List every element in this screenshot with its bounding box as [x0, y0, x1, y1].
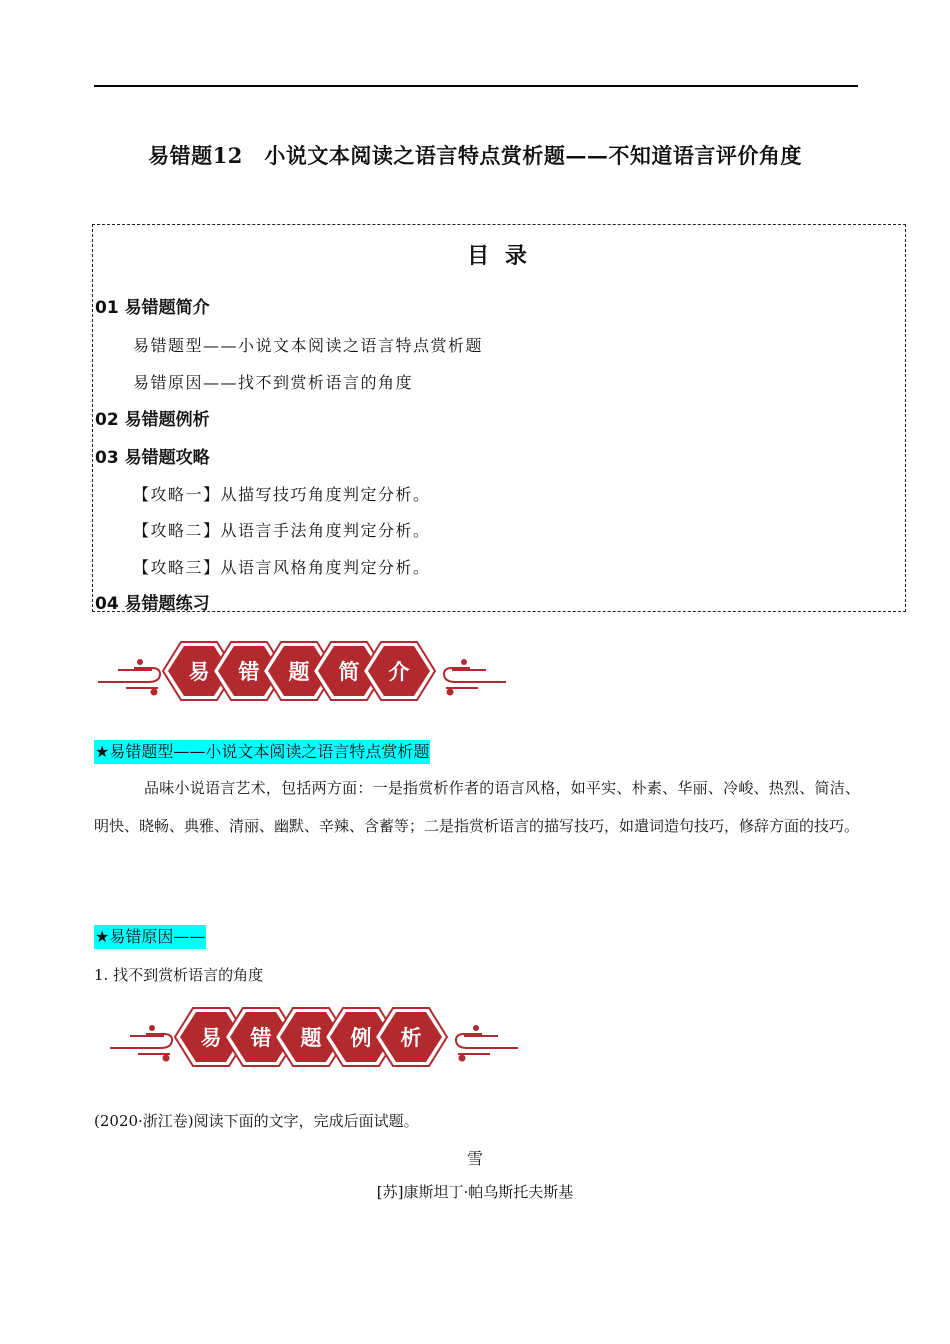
banner2-char-1: 易 [200, 1026, 222, 1050]
toc-section-4[interactable]: 04 易错题练习 [95, 594, 210, 614]
type-heading: ★易错题型——小说文本阅读之语言特点赏析题 [94, 740, 430, 764]
section-banner-examples [108, 1006, 520, 1068]
banner1-char-5: 介 [388, 660, 410, 684]
toc-subitem-strategy-3[interactable]: 【攻略三】从语言风格角度判定分析。 [133, 558, 431, 577]
source-line: (2020·浙江卷)阅读下面的文字，完成后面试题。 [94, 1112, 419, 1130]
type-paragraph: 品味小说语言艺术，包括两方面：一是指赏析作者的语言风格，如平实、朴素、华丽、冷峻、热烈、简洁、明快、晓畅、典雅、清丽、幽默、辛辣、含蓄等；二是指赏析语言的描写技巧，如遣词造句技巧，修辞方面的技巧。 [94, 779, 860, 835]
toc-subitem-strategy-2[interactable]: 【攻略二】从语言手法角度判定分析。 [133, 521, 431, 540]
toc-title: 目 录 [467, 244, 531, 269]
story-author: [苏]康斯坦丁·帕乌斯托夫斯基 [376, 1183, 574, 1201]
toc-section-1[interactable]: 01 易错题简介 [95, 298, 210, 318]
table-of-contents [92, 224, 906, 612]
reason-heading: ★易错原因—— [94, 925, 206, 949]
banner2-char-5: 析 [400, 1026, 422, 1050]
banner1-char-2: 错 [238, 660, 260, 684]
toc-subitem-type[interactable]: 易错题型——小说文本阅读之语言特点赏析题 [133, 336, 484, 355]
document-title: 易错题12 小说文本阅读之语言特点赏析题——不知道语言评价角度 [148, 143, 802, 168]
section-banner-intro [96, 640, 508, 702]
banner2-char-3: 题 [300, 1026, 322, 1050]
toc-section-3[interactable]: 03 易错题攻略 [95, 448, 210, 468]
banner1-char-1: 易 [188, 660, 210, 684]
banner1-char-3: 题 [288, 660, 310, 684]
header-rule [94, 85, 858, 87]
banner2-char-2: 错 [250, 1026, 272, 1050]
reason-list-item: 1. 找不到赏析语言的角度 [94, 966, 264, 984]
toc-subitem-reason[interactable]: 易错原因——找不到赏析语言的角度 [133, 373, 414, 392]
banner1-char-4: 简 [338, 660, 360, 684]
story-title: 雪 [466, 1149, 483, 1168]
toc-section-2[interactable]: 02 易错题例析 [95, 410, 210, 430]
toc-subitem-strategy-1[interactable]: 【攻略一】从描写技巧角度判定分析。 [133, 485, 431, 504]
banner2-char-4: 例 [350, 1026, 372, 1050]
